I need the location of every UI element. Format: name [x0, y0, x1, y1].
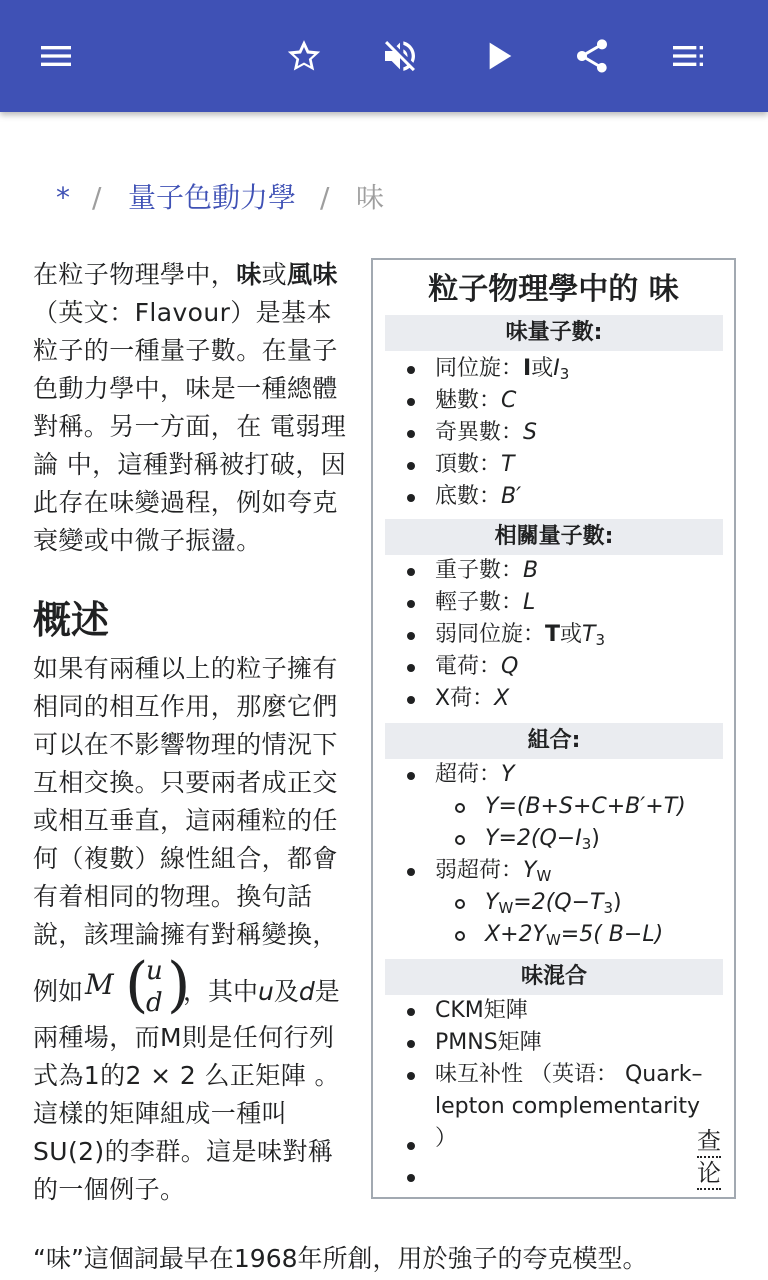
- sub-bullet: [455, 931, 465, 941]
- left-paren: (: [125, 950, 149, 1020]
- bullet: [407, 366, 415, 374]
- section-paragraph-2: 兩種場，而M則是任何行列式為1的2 × 2 么正矩陣 。這樣的矩陣組成一種叫SU(2)的李群。這是味對稱的一個例子。: [33, 1023, 340, 1204]
- star-icon: [284, 36, 324, 76]
- item-label: 弱超荷：: [435, 858, 524, 883]
- bullet: [407, 664, 415, 672]
- var-d: d: [298, 977, 315, 1006]
- item-symbol-bold: T: [545, 622, 561, 647]
- formula-text: ，其中: [183, 977, 259, 1006]
- list-item-ckm-matrix[interactable]: CKM矩陣: [435, 998, 528, 1023]
- bullet: [407, 600, 415, 608]
- item-label: 魅數：: [435, 388, 502, 413]
- toc-button[interactable]: [660, 28, 716, 84]
- bullet: [407, 1142, 415, 1150]
- formula-subscript: 3: [581, 835, 592, 853]
- bullet: [407, 1174, 415, 1182]
- formula-text: Y=(B+S+C+B′+T): [485, 794, 686, 819]
- talk-link[interactable]: 论: [697, 1158, 721, 1190]
- breadcrumb-root[interactable]: *: [56, 181, 70, 214]
- formula-text: =5( B−L): [560, 922, 664, 947]
- item-symbol: I: [553, 356, 560, 381]
- item-symbol: L: [523, 590, 536, 615]
- bullet: [407, 1008, 415, 1016]
- list-item-charm[interactable]: [435, 386, 516, 416]
- item-symbol: T: [501, 452, 515, 477]
- item-subscript: 3: [595, 631, 606, 649]
- item-symbol: X: [494, 686, 510, 711]
- bookmark-button[interactable]: [276, 28, 332, 84]
- mute-icon: [380, 36, 420, 76]
- breadcrumb-separator: /: [320, 181, 330, 214]
- item-symbol: B′: [501, 484, 522, 509]
- item-label: 超荷：: [435, 762, 502, 787]
- play-icon: [478, 36, 518, 76]
- bullet: [407, 398, 415, 406]
- formula-prefix: 例如: [33, 977, 84, 1006]
- breadcrumb-current: 味: [356, 181, 385, 214]
- infobox-header-related-numbers: 相關量子數:: [385, 519, 723, 555]
- list-item-topness[interactable]: [435, 450, 514, 480]
- item-label: 重子數：: [435, 558, 524, 583]
- list-item-x-charge[interactable]: [435, 684, 509, 714]
- sub-bullet: [455, 803, 465, 813]
- item-symbol: B: [523, 558, 539, 583]
- bullet: [407, 632, 415, 640]
- formula-text: Y: [485, 890, 499, 915]
- section-title: 概述: [33, 598, 110, 642]
- menu-icon: [36, 36, 76, 76]
- item-subscript: 3: [559, 365, 570, 383]
- item-text: 或: [560, 622, 583, 647]
- bullet: [407, 430, 415, 438]
- term-flavour: 味: [236, 260, 262, 289]
- infobox-title: 粒子物理學中的 味: [428, 272, 679, 307]
- bullet: [407, 772, 415, 780]
- item-symbol: C: [501, 388, 517, 413]
- list-item-weak-hypercharge[interactable]: [435, 856, 551, 891]
- infobox-header-combinations: 組合:: [385, 723, 723, 759]
- formula-text: Y=2(Q−I: [485, 826, 582, 851]
- item-label: 電荷：: [435, 654, 502, 679]
- infobox-header-flavour-mixing: 味混合: [385, 959, 723, 995]
- hypercharge-formula-1: [485, 792, 686, 822]
- intro-text: 在粒子物理學中，: [33, 260, 237, 289]
- share-button[interactable]: [564, 28, 620, 84]
- view-link[interactable]: 查: [697, 1126, 721, 1158]
- item-symbol: S: [523, 420, 537, 445]
- list-item-charge[interactable]: [435, 652, 518, 682]
- infobox-header-flavour-numbers: 味量子數:: [385, 315, 723, 351]
- item-label: 輕子數：: [435, 590, 524, 615]
- bullet: [407, 1072, 415, 1080]
- item-label: 底數：: [435, 484, 502, 509]
- list-item-flavour-complementarity[interactable]: 味互补性 （英语： Quark–lepton complementarity ）: [435, 1062, 703, 1151]
- formula-text: 是: [314, 977, 340, 1006]
- list-icon: [668, 36, 708, 76]
- intro-text: 或: [261, 260, 288, 289]
- right-paren: ): [167, 950, 191, 1020]
- menu-button[interactable]: [28, 28, 84, 84]
- bullet: [407, 568, 415, 576]
- formula-text: ): [613, 890, 622, 915]
- formula-subscript: W: [498, 899, 514, 917]
- item-symbol-bold: I: [523, 356, 532, 381]
- formula-text: 及: [273, 977, 299, 1006]
- matrix-formula-line: [33, 950, 351, 1022]
- flavour-infobox: [371, 258, 736, 1199]
- list-item-isospin[interactable]: [435, 354, 569, 389]
- section-paragraph: 如果有兩種以上的粒子擁有相同的相互作用，那麼它們可以在不影響物理的情況下互相交換。只要兩者成正交或相互垂直，這兩種粒的任何（複數）線性組合，都會有着相同的物理。換句話說，該理論擁有對稱變換，: [33, 654, 338, 949]
- bullet: [407, 696, 415, 704]
- breadcrumb-separator: /: [92, 181, 102, 214]
- var-u: u: [258, 977, 274, 1006]
- bullet: [407, 494, 415, 502]
- list-item-lepton-number[interactable]: [435, 588, 535, 618]
- formula-text: X+2Y: [485, 922, 546, 947]
- list-item-bottomness[interactable]: [435, 482, 521, 512]
- formula-subscript: W: [545, 931, 561, 949]
- formula-subscript: 3: [603, 899, 614, 917]
- list-item-baryon-number[interactable]: [435, 556, 538, 586]
- formula-suffix: [183, 972, 340, 1008]
- term-flavour-alt: 風味: [287, 260, 338, 289]
- list-item-strangeness[interactable]: [435, 418, 537, 448]
- item-subscript: W: [536, 867, 552, 885]
- bullet: [407, 462, 415, 470]
- history-paragraph: “味”這個詞最早在1968年所創，用於強子的夸克模型。: [33, 1244, 648, 1273]
- item-symbol: Y: [523, 858, 537, 883]
- item-symbol: Y: [501, 762, 515, 787]
- list-item-pmns-matrix[interactable]: PMNS矩陣: [435, 1030, 542, 1055]
- play-button[interactable]: [470, 28, 526, 84]
- app-bar: [0, 0, 768, 112]
- intro-text: （英文：Flavour）是基本粒子的一種量子數。在量子色動力學中，味是一種總體對稱。另一方面，在 電弱理論 中，這種對稱被打破，因此存在味變過程，例如夸克衰變或中微子振盪。: [33, 298, 347, 555]
- item-label: X荷：: [435, 686, 495, 711]
- bullet: [407, 868, 415, 876]
- item-symbol: Q: [501, 654, 519, 679]
- mute-button[interactable]: [372, 28, 428, 84]
- matrix-symbol: M: [85, 968, 114, 1001]
- formula-text: ): [591, 826, 600, 851]
- item-text: 或: [531, 356, 554, 381]
- share-icon: [572, 36, 612, 76]
- item-label: 頂數：: [435, 452, 502, 477]
- list-item-hypercharge[interactable]: [435, 760, 514, 790]
- item-label: 同位旋：: [435, 356, 524, 381]
- vector-d: d: [146, 988, 163, 1018]
- weak-hypercharge-formula-1: [485, 888, 622, 923]
- intro-paragraph: [33, 256, 351, 560]
- item-label: 奇異數：: [435, 420, 524, 445]
- formula-text: =2(Q−T: [513, 890, 604, 915]
- item-label: 弱同位旋：: [435, 622, 546, 647]
- vector-u: u: [146, 956, 163, 986]
- sub-bullet: [455, 899, 465, 909]
- weak-hypercharge-formula-2: [485, 920, 663, 955]
- sub-bullet: [455, 835, 465, 845]
- item-symbol: T: [582, 622, 596, 647]
- list-item-weak-isospin[interactable]: [435, 620, 605, 655]
- breadcrumb-parent[interactable]: 量子色動力學: [128, 181, 297, 214]
- bullet: [407, 1040, 415, 1048]
- hypercharge-formula-2: [485, 824, 600, 859]
